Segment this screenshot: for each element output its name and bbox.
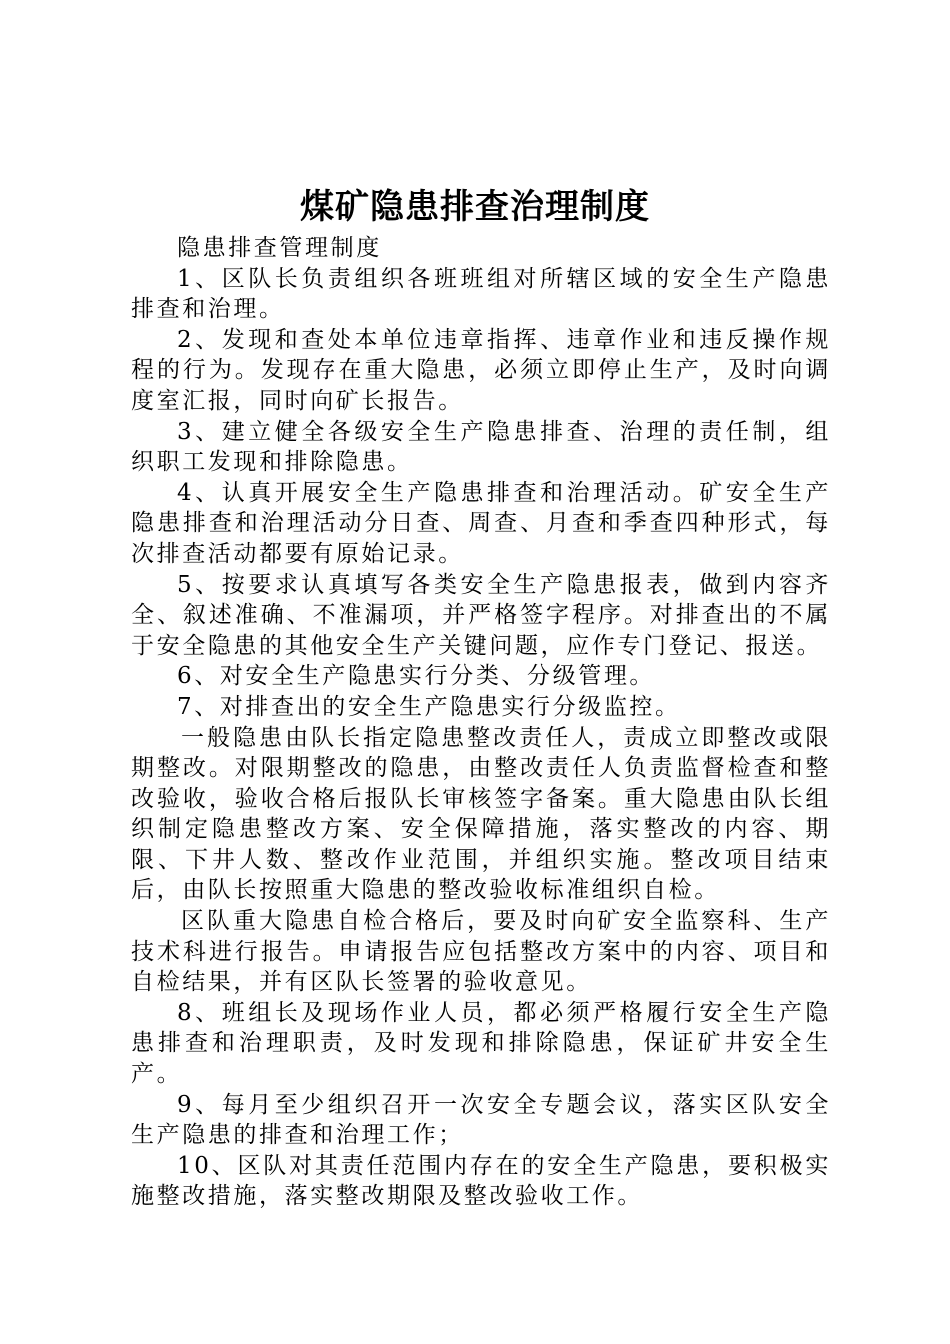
paragraph-general-hazards: 一般隐患由队长指定隐患整改责任人，责成立即整改或限期整改。对限期整改的隐患，由整改责任人负责监督检查和整改验收，验收合格后报队长审核签字备案。重大隐患由队长组织制定隐患整改方案、安全保障措施，落实整改的内容、期限、下井人数、整改作业范围，并组织实施。整改项目结束后，由队长按照重大隐患的整改验收标准组织自检。: [131, 724, 831, 904]
paragraph-item-4: 4、认真开展安全生产隐患排查和治理活动。矿安全生产隐患排查和治理活动分日查、周查、月查和季查四种形式，每次排查活动都要有原始记录。: [131, 479, 831, 567]
paragraph-item-7: 7、对排查出的安全生产隐患实行分级监控。: [177, 693, 681, 720]
paragraph-item-9: 9、每月至少组织召开一次安全专题会议，落实区队安全生产隐患的排查和治理工作；: [131, 1091, 831, 1149]
paragraph-item-1: 1、区队长负责组织各班班组对所辖区域的安全生产隐患排查和治理。: [131, 265, 831, 323]
paragraph-item-2: 2、发现和查处本单位违章指挥、违章作业和违反操作规程的行为。发现存在重大隐患，必须立即停止生产，及时向调度室汇报，同时向矿长报告。: [131, 326, 831, 414]
paragraph-major-hazards-report: 区队重大隐患自检合格后，要及时向矿安全监察科、生产技术科进行报告。申请报告应包括整改方案中的内容、项目和自检结果，并有区队长签署的验收意见。: [131, 908, 831, 996]
paragraph-item-8: 8、班组长及现场作业人员，都必须严格履行安全生产隐患排查和治理职责，及时发现和排除隐患，保证矿井安全生产。: [131, 999, 831, 1088]
paragraph-item-10: 10、区队对其责任范围内存在的安全生产隐患，要积极实施整改措施，落实整改期限及整改验收工作。: [131, 1152, 831, 1210]
document-body: [131, 233, 831, 1212]
paragraph-item-3: 3、建立健全各级安全生产隐患排查、治理的责任制，组织职工发现和排除隐患。: [131, 418, 831, 476]
paragraph-item-5: 5、按要求认真填写各类安全生产隐患报表，做到内容齐全、叙述准确、不准漏项，并严格签字程序。对排查出的不属于安全隐患的其他安全生产关键问题，应作专门登记、报送。: [131, 571, 831, 659]
section-heading: 隐患排查管理制度: [177, 235, 382, 261]
paragraph-item-6: 6、对安全生产隐患实行分类、分级管理。: [177, 663, 656, 690]
document-title: 煤矿隐患排查治理制度: [300, 187, 650, 227]
